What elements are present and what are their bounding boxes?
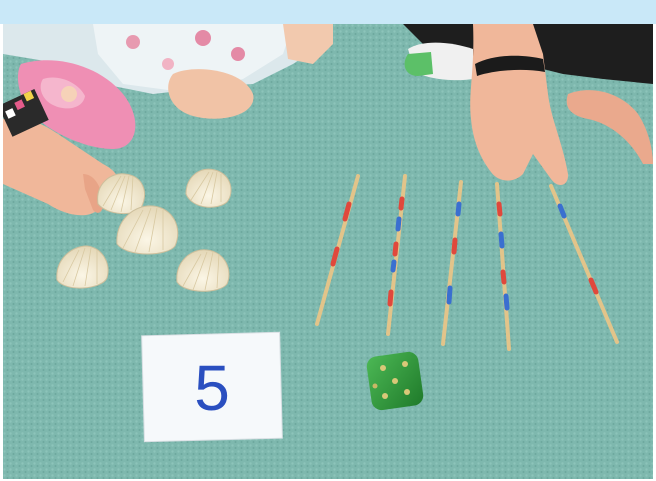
die-pip bbox=[373, 384, 378, 389]
die-pip bbox=[392, 378, 398, 384]
card-number: 5 bbox=[194, 352, 230, 424]
die-pip bbox=[404, 389, 410, 395]
photo bbox=[3, 24, 653, 479]
die-pip bbox=[380, 365, 386, 371]
die-pip bbox=[382, 393, 388, 399]
die-pip bbox=[402, 361, 408, 367]
green-sock bbox=[405, 52, 433, 76]
top-band bbox=[0, 0, 656, 24]
green-die bbox=[365, 351, 424, 412]
number-card bbox=[142, 332, 283, 442]
